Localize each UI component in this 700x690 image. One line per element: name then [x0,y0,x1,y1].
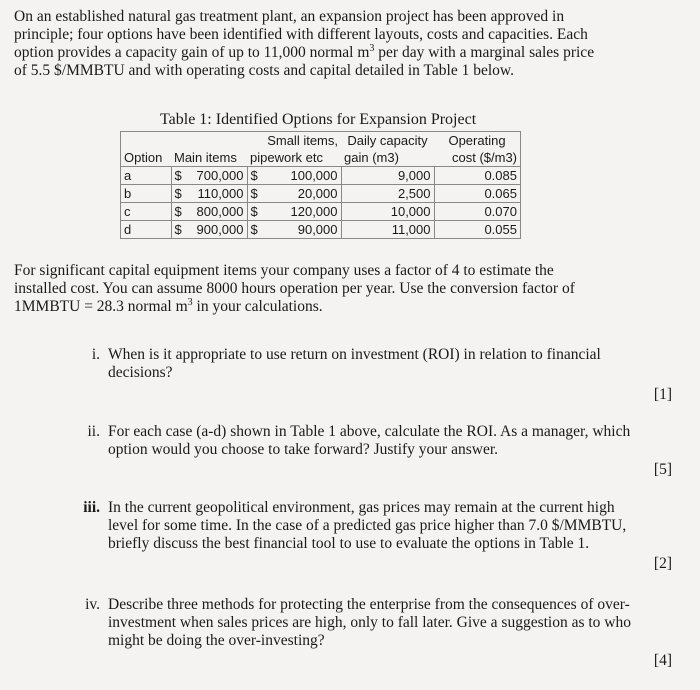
header-cell [171,132,247,150]
header-cell: Small items, [247,132,341,150]
table-row [121,221,521,239]
small-items-cell: $ 90,000 [247,221,341,239]
question-marks: [2] [653,555,672,572]
table-header-row [121,149,521,167]
assumptions-line: 1MMBTU = 28.3 normal $m^3$ in your calculations. [14,296,323,315]
intro-line: of 5.5 $/MMBTU and with operating costs and capital detailed in Table 1 below. [14,62,514,79]
question-text: When is it appropriate to use return on investment (ROI) in relation to financial decisions? [108,346,601,381]
question-marks: [5] [653,461,672,478]
main-items-cell: $ 900,000 [171,221,247,239]
table-row [121,167,521,185]
cost-cell: 0.085 [434,167,521,185]
main-items-cell: $ 700,000 [171,167,247,185]
option-cell: d [121,221,172,239]
question-number: iii. [83,499,100,516]
gain-cell: 9,000 [341,167,434,185]
header-cell: Operating [434,132,521,150]
small-items-cell: $ 120,000 [247,203,341,221]
question-number: i. [91,346,100,363]
option-cell: a [121,167,172,185]
cost-cell: 0.065 [434,185,521,203]
table-row [121,185,521,203]
intro-paragraph [14,8,684,80]
options-table [120,131,521,239]
gain-cell: 10,000 [341,203,434,221]
header-cell: Option [121,149,172,167]
intro-line: option provides a capacity gain of up to 11,000 normal $m^3$ per day with a marginal sales price [14,42,595,61]
small-items-cell: $ 20,000 [247,185,341,203]
header-cell [121,132,172,150]
table-title: Table 1: Identified Options for Expansion Project [160,111,477,128]
table-header-row [121,132,521,150]
question-text: Describe three methods for protecting the enterprise from the consequences of over- investment when sales prices are high, only to fall later. Give a suggestion as to who might be doing the over-investing? [108,596,632,649]
cost-cell: 0.070 [434,203,521,221]
question-number: iv. [85,596,100,613]
header-cell: gain (m3) [344,150,399,165]
main-items-cell: $ 110,000 [171,185,247,203]
question-number: ii. [87,423,100,440]
small-items-cell: $ 100,000 [247,167,341,185]
header-cell: Daily capacity [341,132,434,150]
intro-line: principle; four options have been identified with different layouts, costs and capacities. Each [14,26,588,43]
header-cell: Main items [174,150,237,165]
gain-cell: 11,000 [341,221,434,239]
intro-line: On an established natural gas treatment plant, an expansion project has been approved in [14,8,565,25]
question-marks: [4] [653,652,672,669]
cost-cell: 0.055 [434,221,521,239]
main-items-cell: $ 800,000 [171,203,247,221]
question-text: For each case (a-d) shown in Table 1 above, calculate the ROI. As a manager, which option would you choose to take forward? Justify your answer. [108,423,631,458]
question-text: In the current geopolitical environment, gas prices may remain at the current high level for some time. In the case of a predicted gas price higher than 7.0 $/MMBTU, briefly discuss the best financial tool to use to evaluate the options in Table 1. [108,499,627,552]
table-row [121,203,521,221]
option-cell: b [121,185,172,203]
header-cell: cost ($/m3) [434,149,521,167]
assumptions-line: installed cost. You can assume 8000 hours operation per year. Use the conversion factor of [14,280,575,297]
gain-cell: 2,500 [341,185,434,203]
header-cell: pipework etc [250,150,323,165]
option-cell: c [121,203,172,221]
question-marks: [1] [653,386,672,403]
assumptions-paragraph [14,262,684,316]
assumptions-line: For significant capital equipment items your company uses a factor of 4 to estimate the [14,262,554,279]
